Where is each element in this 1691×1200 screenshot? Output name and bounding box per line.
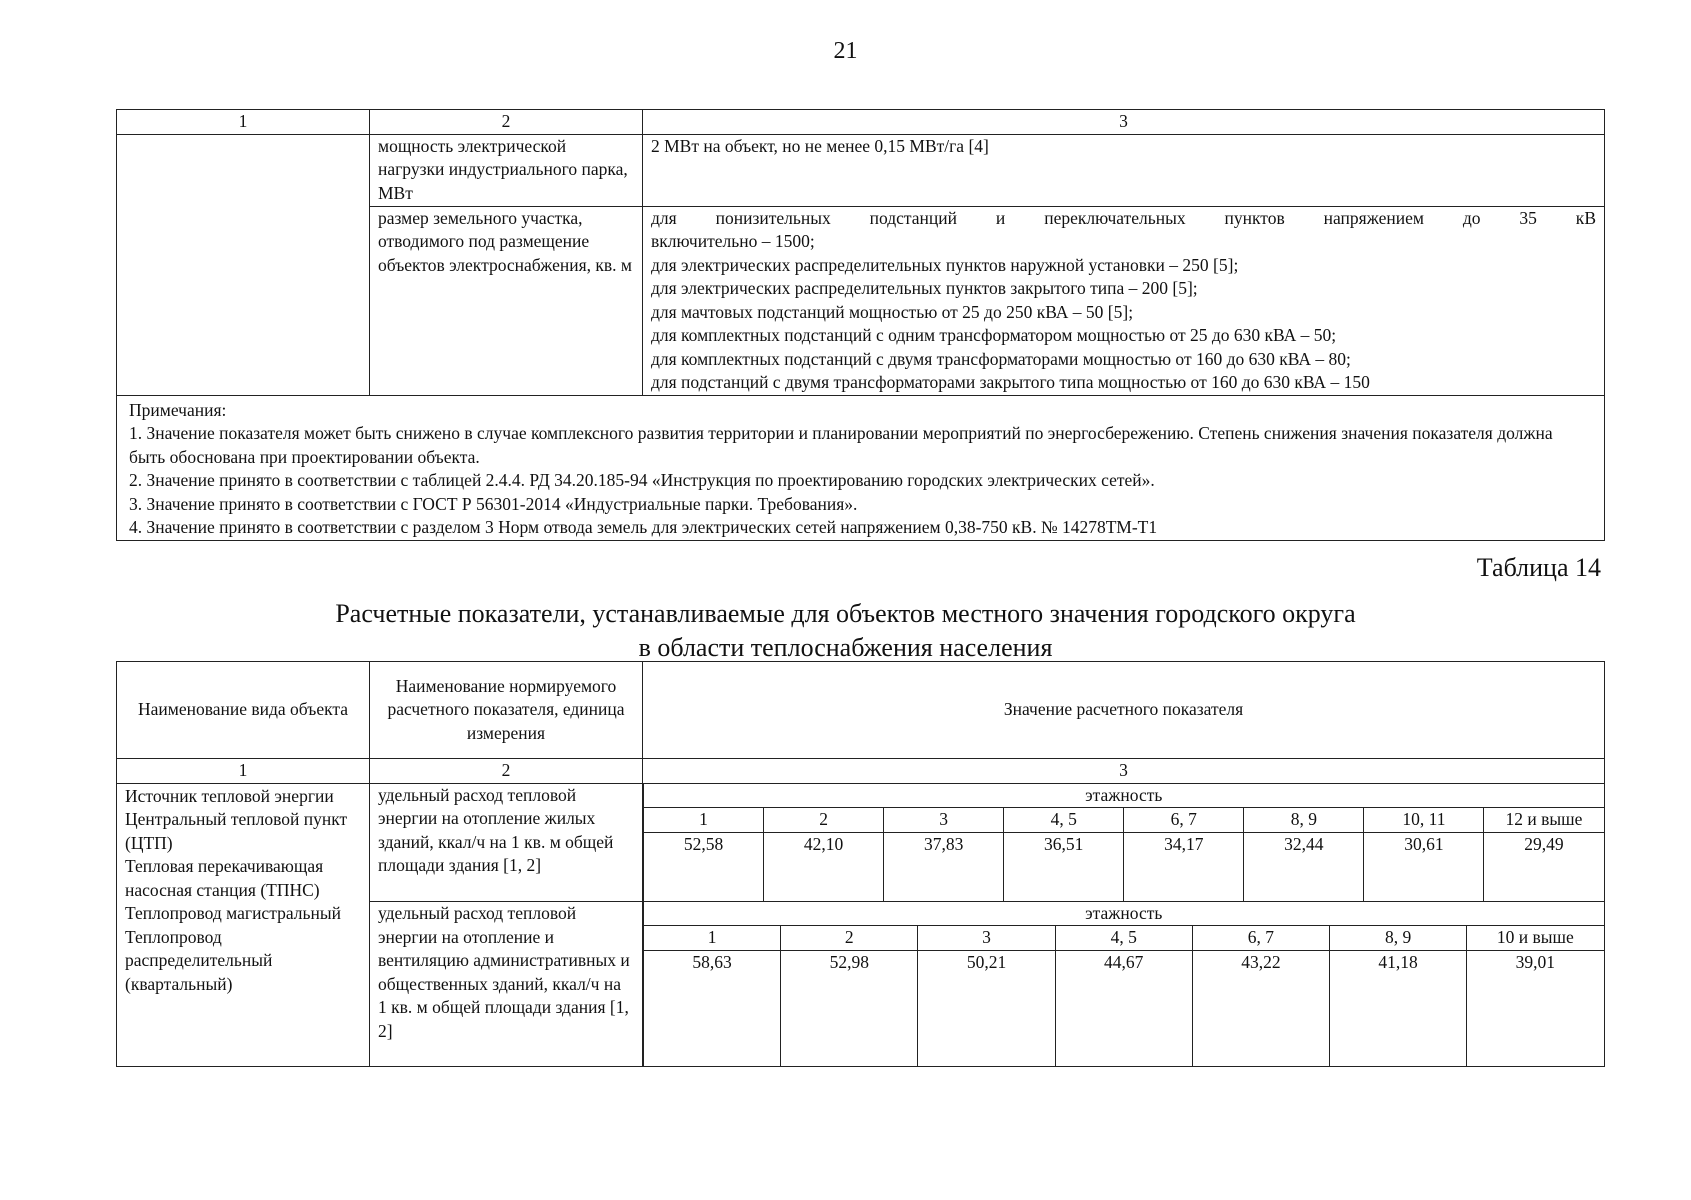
header-value: Значение расчетного показателя: [643, 662, 1605, 759]
column-number: 2: [370, 759, 643, 784]
value-line: для комплектных подстанций с одним трансформатором мощностью от 25 до 630 кВА – 50;: [651, 325, 1337, 345]
value-line: включительно – 1500;: [651, 231, 815, 251]
value-line: для электрических распределительных пунктов закрытого типа – 200 [5];: [651, 278, 1198, 298]
floor-cell: 2: [764, 808, 884, 833]
value-cell: 52,98: [781, 950, 918, 1066]
object-type: Теплопровод распределительный (квартальный): [125, 926, 273, 994]
column-number-row: [117, 759, 1605, 784]
note-item: 2. Значение принято в соответствии с таблицей 2.4.4. РД 34.20.185-94 «Инструкция по проектированию городских электрических сетей».: [129, 470, 1155, 490]
table-row: [117, 783, 1605, 902]
values-block-public: [643, 902, 1605, 1067]
floor-cell: 10, 11: [1364, 808, 1484, 833]
value-cell: 37,83: [884, 832, 1004, 901]
table-row: [117, 134, 1605, 206]
column-number: 1: [117, 110, 370, 135]
value-cell: 52,58: [644, 832, 764, 901]
floor-cell: 4, 5: [1055, 926, 1192, 951]
floor-cell: 2: [781, 926, 918, 951]
indicator-cell: мощность электрической нагрузки индустриального парка, МВт: [370, 134, 643, 206]
page-number: 21: [833, 38, 858, 64]
object-types-cell: [117, 783, 370, 1067]
object-type: Источник тепловой энергии: [125, 785, 334, 806]
notes-title: Примечания:: [129, 399, 227, 420]
column-number: 3: [643, 759, 1605, 784]
column-number-row: [117, 110, 1605, 135]
note-item: 1. Значение показателя может быть снижено в случае комплексного развития территории и планировании мероприятий по энергосбережению. Степень снижения значения показателя должна быть обоснована при проектировании объекта.: [129, 423, 1553, 467]
table-heat-supply: [116, 661, 1605, 1067]
object-type: Теплопровод магистральный: [125, 903, 341, 923]
values-block-residential: [643, 783, 1605, 902]
table-electric-supply: [116, 109, 1605, 541]
floor-cell: 6, 7: [1124, 808, 1244, 833]
floors-table: [643, 902, 1605, 1067]
value-cell: 44,67: [1055, 950, 1192, 1066]
value-line: для мачтовых подстанций мощностью от 25 до 250 кВА – 50 [5];: [651, 301, 1134, 322]
floor-cell: 10 и выше: [1467, 926, 1604, 951]
floor-cell: 12 и выше: [1484, 808, 1604, 833]
floor-cell: 8, 9: [1244, 808, 1364, 833]
value-cell: 41,18: [1330, 950, 1467, 1066]
object-cell-empty: [117, 134, 370, 395]
notes-cell: [117, 395, 1605, 540]
floors-row: [644, 808, 1605, 833]
floor-cell: 1: [644, 926, 781, 951]
column-number: 1: [117, 759, 370, 784]
value-cell: 36,51: [1004, 832, 1124, 901]
value-cell: 43,22: [1192, 950, 1329, 1066]
header-row: [117, 662, 1605, 759]
value-cell: 58,63: [644, 950, 781, 1066]
floors-label: этажность: [644, 784, 1605, 808]
note-item: 4. Значение принято в соответствии с разделом 3 Норм отвода земель для электрических сетей напряжением 0,38-750 кВ. № 14278ТМ-Т1: [129, 517, 1158, 537]
floors-table: [643, 784, 1605, 902]
object-type: Тепловая перекачивающая насосная станция (ТПНС): [125, 856, 324, 900]
values-row: [644, 950, 1605, 1066]
floor-cell: 6, 7: [1192, 926, 1329, 951]
indicator-cell: удельный расход тепловой энергии на отопление и вентиляцию административных и общественных зданий, ккал/ч на 1 кв. м общей площади здания [1, 2]: [370, 902, 643, 1067]
floors-row: [644, 926, 1605, 951]
header-indicator: Наименование нормируемого расчетного показателя, единица измерения: [370, 662, 643, 759]
floor-cell: 3: [918, 926, 1055, 951]
value-cell: 39,01: [1467, 950, 1604, 1066]
column-number: 2: [370, 110, 643, 135]
value-cell: 29,49: [1484, 832, 1604, 901]
notes-row: [117, 395, 1605, 540]
object-type: Центральный тепловой пункт (ЦТП): [125, 809, 348, 853]
value-cell: [643, 206, 1605, 395]
value-cell: 50,21: [918, 950, 1055, 1066]
value-line: для понизительных подстанций и переключательных пунктов напряжением до 35 кВ: [651, 207, 1596, 228]
value-cell: 32,44: [1244, 832, 1364, 901]
value-cell: 2 МВт на объект, но не менее 0,15 МВт/га [4]: [643, 134, 1605, 206]
value-line: для электрических распределительных пунктов наружной установки – 250 [5];: [651, 254, 1239, 275]
floors-label: этажность: [644, 902, 1605, 926]
header-object-type: Наименование вида объекта: [117, 662, 370, 759]
value-cell: 30,61: [1364, 832, 1484, 901]
table-title-line: в области теплоснабжения населения: [638, 633, 1053, 662]
value-cell: 42,10: [764, 832, 884, 901]
value-line: для комплектных подстанций с двумя трансформаторами мощностью от 160 до 630 кВА – 80;: [651, 348, 1351, 369]
floor-cell: 3: [884, 808, 1004, 833]
floor-cell: 4, 5: [1004, 808, 1124, 833]
table-title: [0, 597, 1691, 665]
indicator-cell: размер земельного участка, отводимого под размещение объектов электроснабжения, кв. м: [370, 206, 643, 395]
table-label: Таблица 14: [1476, 553, 1601, 582]
note-item: 3. Значение принято в соответствии с ГОСТ Р 56301-2014 «Индустриальные парки. Требования».: [129, 493, 858, 514]
indicator-cell: удельный расход тепловой энергии на отопление жилых зданий, ккал/ч на 1 кв. м общей площади здания [1, 2]: [370, 783, 643, 902]
floor-cell: 1: [644, 808, 764, 833]
values-row: [644, 832, 1605, 901]
value-cell: 34,17: [1124, 832, 1244, 901]
floor-cell: 8, 9: [1330, 926, 1467, 951]
column-number: 3: [643, 110, 1605, 135]
value-line: для подстанций с двумя трансформаторами закрытого типа мощностью от 160 до 630 кВА – 150: [651, 372, 1370, 392]
table-title-line: Расчетные показатели, устанавливаемые для объектов местного значения городского округа: [335, 599, 1356, 628]
